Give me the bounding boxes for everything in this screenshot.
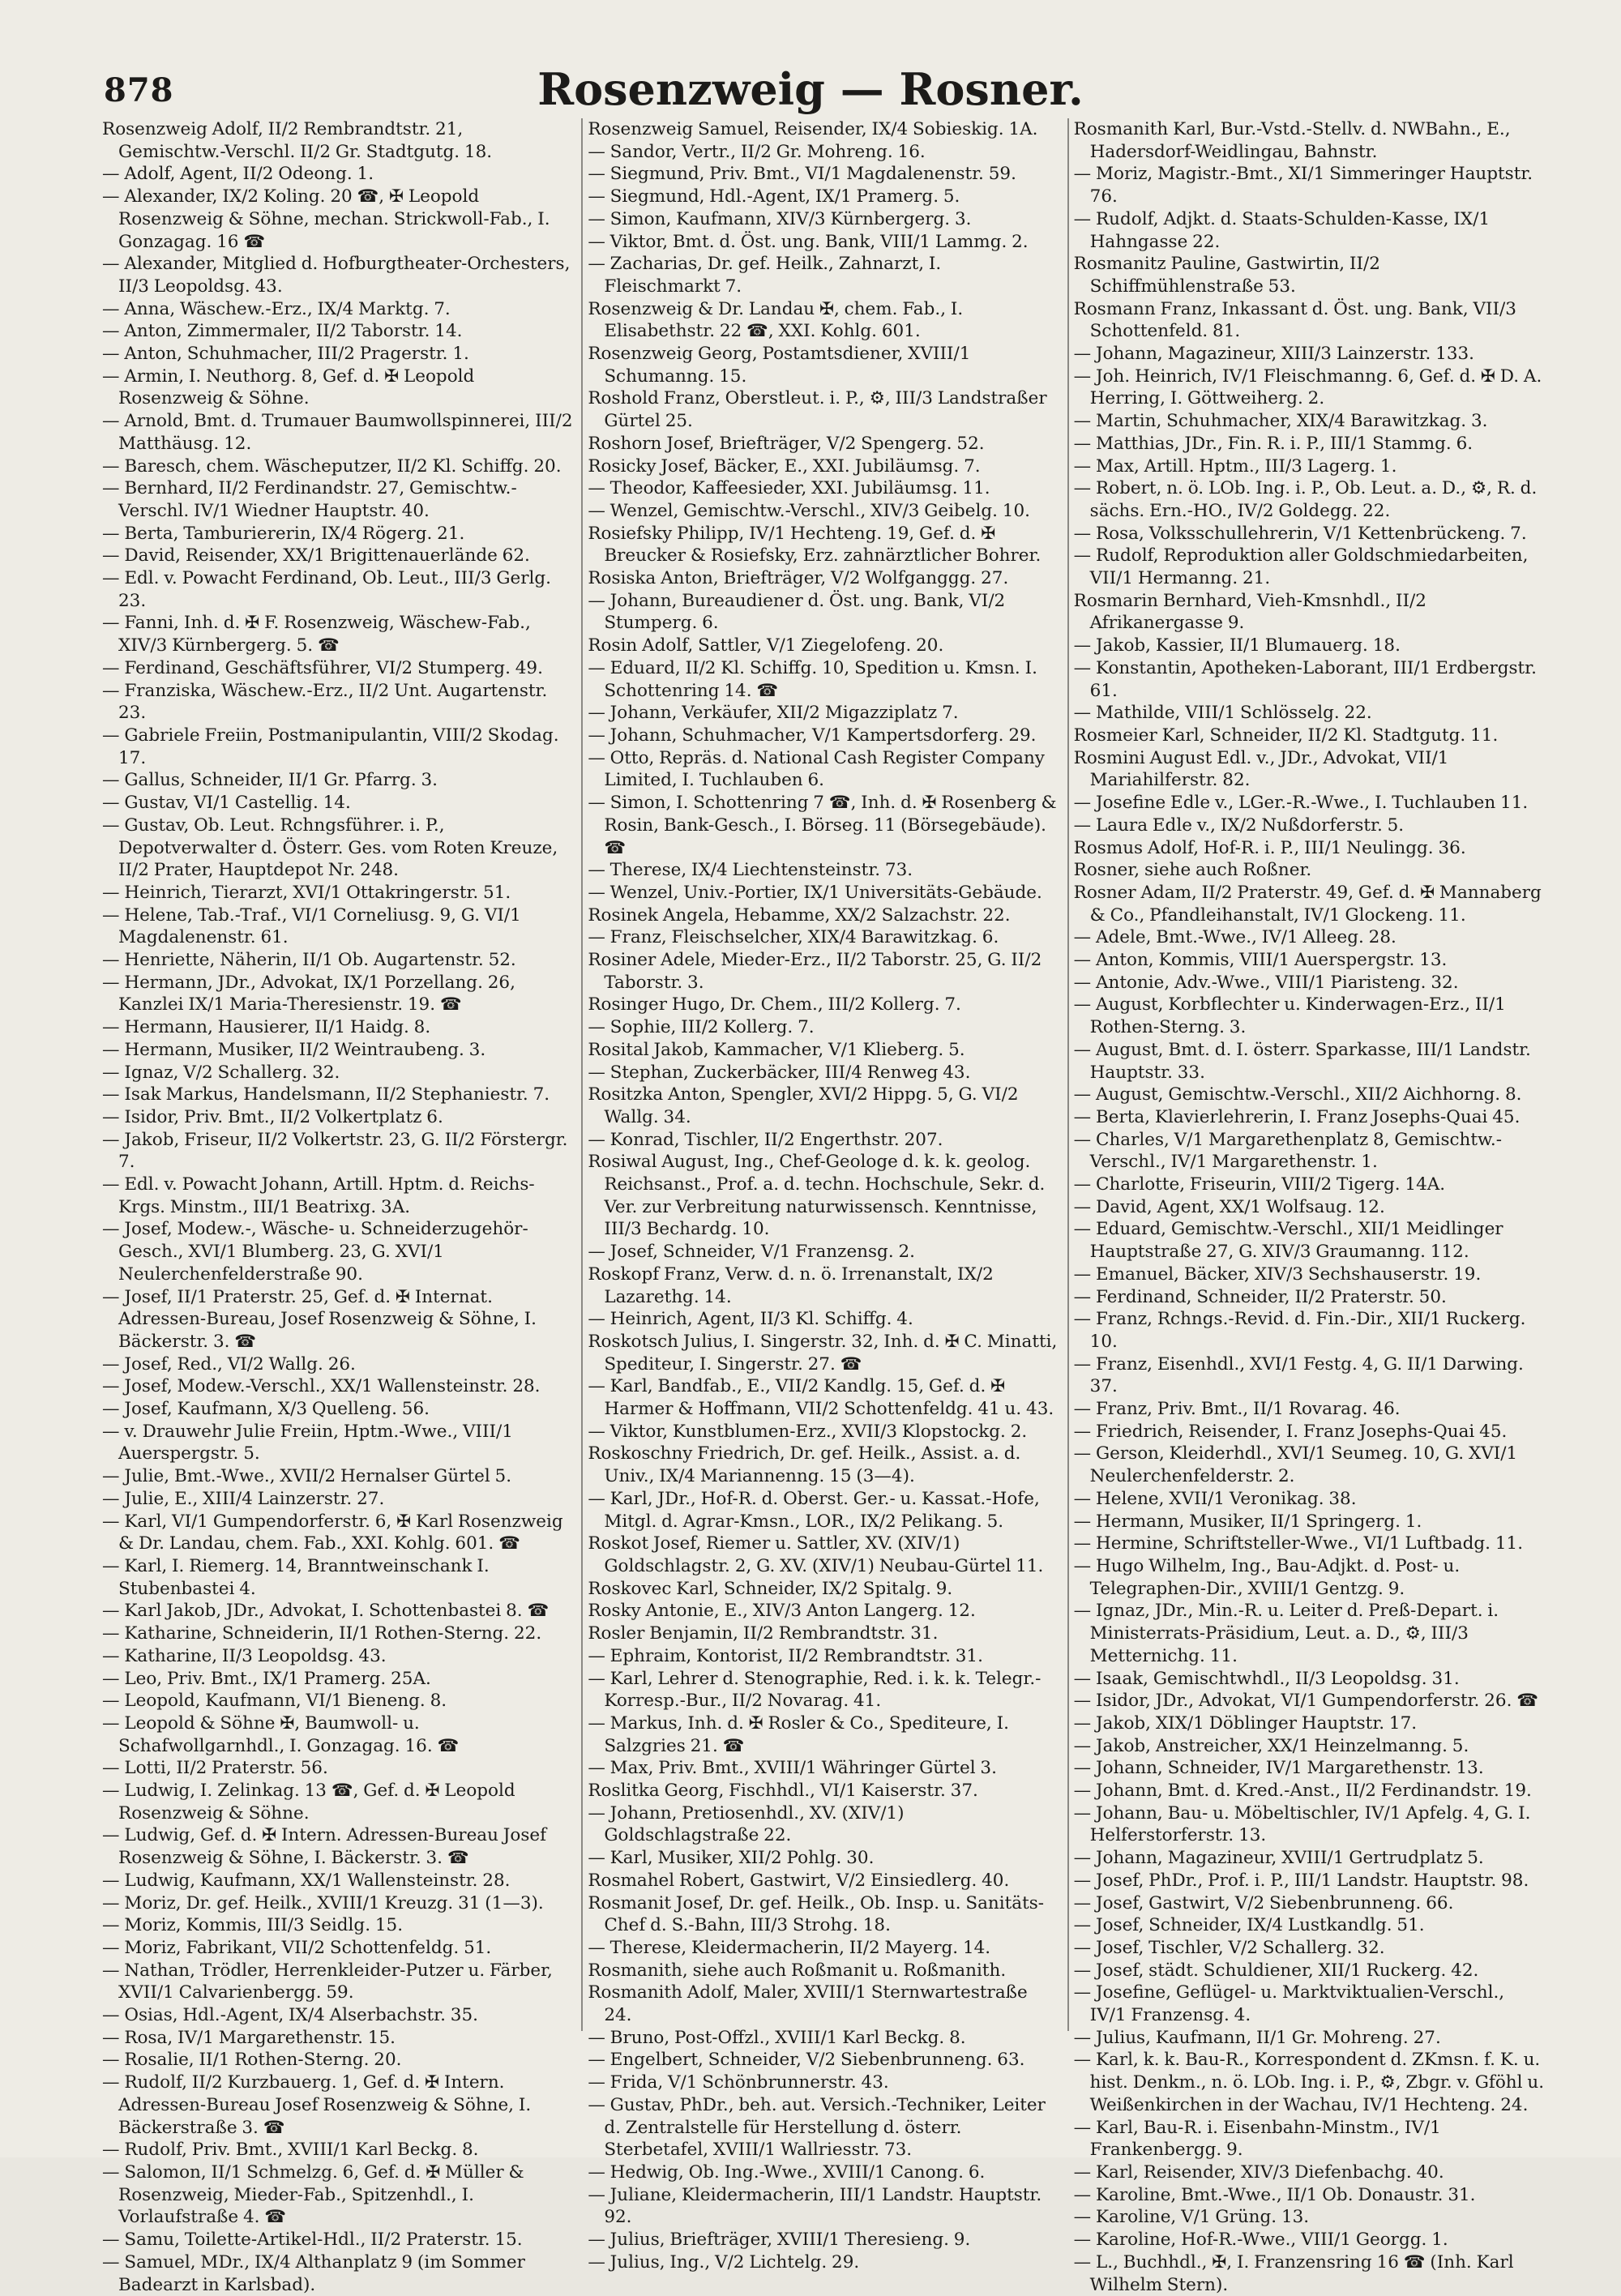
directory-entry: Rosmus Adolf, Hof-R. i. P., III/1 Neulingg. 36. <box>1073 837 1466 858</box>
directory-entry: — Hermann, Hausierer, II/1 Haidg. 8. <box>102 1017 431 1038</box>
directory-entry: — Gerson, Kleiderhdl., XVI/1 Seumeg. 10, G. XVI/1 Neulerchenfelderstr. 2. <box>1073 1443 1518 1487</box>
directory-entry: — Isak Markus, Handelsmann, II/2 Stephaniestr. 7. <box>102 1084 550 1105</box>
directory-entry: — Josef, Tischler, V/2 Schallerg. 32. <box>1073 1937 1385 1958</box>
directory-entry: Rosmanith Adolf, Maler, XVIII/1 Sternwartestraße 24. <box>588 1982 1028 2026</box>
directory-entry: — Karl, VI/1 Gumpendorferstr. 6, ✠ Karl Rosenzweig & Dr. Landau, chem. Fab., XXI. Kohlg. 601. ☎ <box>102 1511 563 1554</box>
directory-entry: — Rosa, Volksschullehrerin, V/1 Kettenbrückeng. 7. <box>1073 523 1527 544</box>
directory-entry: — Berta, Tamburiererin, IX/4 Rögerg. 21. <box>102 523 465 544</box>
directory-entry: Rosmanith Karl, Bur.-Vstd.-Stellv. d. NWBahn., E., Hadersdorf-Weidlingau, Bahnstr. <box>1073 119 1511 162</box>
directory-entry: — August, Korbflechter u. Kinderwagen-Erz., II/1 Rothen-Sterng. 3. <box>1073 994 1506 1038</box>
directory-entry: Rosenzweig Georg, Postamtsdiener, XVIII/1 Schumanng. 15. <box>588 344 971 387</box>
directory-entry: — Johann, Bureaudiener d. Öst. ung. Bank, VI/2 Stumperg. 6. <box>588 590 1006 634</box>
directory-entry: — Charlotte, Friseurin, VIII/2 Tigerg. 14A. <box>1073 1174 1446 1195</box>
directory-entry: — Charles, V/1 Margarethenplatz 8, Gemischtw.-Verschl., IV/1 Margarethenstr. 1. <box>1073 1129 1502 1173</box>
directory-entry: — Helene, XVII/1 Veronikag. 38. <box>1073 1488 1357 1509</box>
directory-entry: — Jakob, Anstreicher, XX/1 Heinzelmanng. 5. <box>1073 1735 1469 1756</box>
directory-entry: — Martin, Schuhmacher, XIX/4 Barawitzkag. 3. <box>1073 411 1488 432</box>
directory-entry: — Lotti, II/2 Praterstr. 56. <box>102 1758 328 1779</box>
directory-entry: Rosmanitz Pauline, Gastwirtin, II/2 Schiffmühlenstraße 53. <box>1073 254 1380 297</box>
directory-entry: — Engelbert, Schneider, V/2 Siebenbrunneng. 63. <box>588 2050 1025 2071</box>
directory-entry: — Therese, Kleidermacherin, II/2 Mayerg. 14. <box>588 1937 991 1958</box>
directory-entry: — Johann, Magazineur, XVIII/1 Gertrudplatz 5. <box>1073 1848 1484 1869</box>
directory-entry: — Baresch, chem. Wäscheputzer, II/2 Kl. Schiffg. 20. <box>102 455 562 477</box>
directory-entry: — August, Bmt. d. I. österr. Sparkasse, III/1 Landstr. Hauptstr. 33. <box>1073 1039 1531 1083</box>
directory-entry: — Anton, Kommis, VIII/1 Auerspergstr. 13. <box>1073 950 1448 971</box>
directory-entry: — Julie, Bmt.-Wwe., XVII/2 Hernalser Gürtel 5. <box>102 1466 512 1487</box>
directory-entry: — Leopold & Söhne ✠, Baumwoll- u. Schafwollgarnhdl., I. Gonzagag. 16. ☎ <box>102 1712 460 1756</box>
directory-entry: — Frida, V/1 Schönbrunnerstr. 43. <box>588 2072 889 2093</box>
directory-entry: — Franz, Eisenhdl., XVI/1 Festg. 4, G. II/1 Darwing. 37. <box>1073 1353 1524 1397</box>
directory-entry: — Otto, Repräs. d. National Cash Register Company Limited, I. Tuchlauben 6. <box>588 747 1045 791</box>
directory-entry: — Karl, JDr., Hof-R. d. Oberst. Ger.- u. Kassat.-Hofe, Mitgl. d. Agrar-Kmsn., LOR., IX/2 Pelikang. 5. <box>588 1488 1040 1532</box>
directory-entry: — Samu, Toilette-Artikel-Hdl., II/2 Praterstr. 15. <box>102 2230 523 2251</box>
directory-entry: — Jakob, Friseur, II/2 Volkertstr. 23, G. II/2 Förstergr. 7. <box>102 1129 568 1173</box>
directory-entry: — Isidor, JDr., Advokat, VI/1 Gumpendorferstr. 26. ☎ <box>1073 1691 1539 1712</box>
directory-entry: — Moriz, Kommis, III/3 Seidlg. 15. <box>102 1915 404 1936</box>
directory-entry: — Josef, Gastwirt, V/2 Siebenbrunneng. 66. <box>1073 1892 1454 1913</box>
directory-entry: — Johann, Pretiosenhdl., XV. (XIV/1) Goldschlagstraße 22. <box>588 1802 905 1846</box>
directory-entry: Roskoschny Friedrich, Dr. gef. Heilk., Assist. a. d. Univ., IX/4 Mariannenng. 15 (3—4). <box>588 1443 1021 1487</box>
directory-entry: — Robert, n. ö. LOb. Ing. i. P., Ob. Leut. a. D., ⚙, R. d. sächs. Ern.-HO., IV/2 Goldegg. 22. <box>1073 478 1538 521</box>
column-middle <box>588 118 1059 2272</box>
directory-entry: — Bruno, Post-Offzl., XVIII/1 Karl Beckg. 8. <box>588 2027 966 2048</box>
directory-entry: — Berta, Klavierlehrerin, I. Franz Josephs-Quai 45. <box>1073 1106 1520 1127</box>
directory-entry: Rosmeier Karl, Schneider, II/2 Kl. Stadtgutg. 11. <box>1073 725 1499 746</box>
directory-entry: — Julius, Kaufmann, II/1 Gr. Mohreng. 27. <box>1073 2027 1441 2048</box>
directory-entry: — Moriz, Magistr.-Bmt., XI/1 Simmeringer Hauptstr. 76. <box>1073 164 1533 207</box>
column-left <box>102 118 573 2295</box>
directory-entry: — Johann, Bau- u. Möbeltischler, IV/1 Apfelg. 4, G. I. Helferstorferstr. 13. <box>1073 1802 1531 1846</box>
directory-entry: — Josef, PhDr., Prof. i. P., III/1 Landstr. Hauptstr. 98. <box>1073 1870 1529 1891</box>
directory-entry: — Rudolf, Priv. Bmt., XVIII/1 Karl Beckg. 8. <box>102 2140 479 2161</box>
page-number: 878 <box>104 71 174 109</box>
directory-entry: — Hedwig, Ob. Ing.-Wwe., XVIII/1 Canong. 6. <box>588 2161 986 2183</box>
directory-entry: — Gabriele Freiin, Postmanipulantin, VIII/2 Skodag. 17. <box>102 725 559 768</box>
directory-entry: — Karl, k. k. Bau-R., Korrespondent d. ZKmsn. f. K. u. hist. Denkm., n. ö. LOb. Ing. i. P., ⚙, Zbgr. v. Gföhl u. Weißenkirchen in der Wachau, IV/1 Hechteng. 24. <box>1073 2050 1545 2115</box>
directory-entry: — Franz, Rchngs.-Revid. d. Fin.-Dir., XII/1 Ruckerg. 10. <box>1073 1309 1526 1352</box>
directory-entry: Rosiwal August, Ing., Chef-Geologe d. k. k. geolog. Reichsanst., Prof. a. d. techn. Hochschule, Sekr. d. Ver. zur Verbreitung naturwissensch. Kenntnisse, III/3 Bechardg. 10. <box>588 1152 1046 1240</box>
directory-entry: — Johann, Bmt. d. Kred.-Anst., II/2 Ferdinandstr. 19. <box>1073 1781 1532 1802</box>
directory-entry: Rosmahel Robert, Gastwirt, V/2 Einsiedlerg. 40. <box>588 1870 1010 1891</box>
directory-entry: — Zacharias, Dr. gef. Heilk., Zahnarzt, I. Fleischmarkt 7. <box>588 254 942 297</box>
page-header <box>0 63 1621 120</box>
directory-entry: — Hermine, Schriftsteller-Wwe., VI/1 Luftbadg. 11. <box>1073 1533 1524 1554</box>
directory-entry: — Karoline, Bmt.-Wwe., II/1 Ob. Donaustr. 31. <box>1073 2184 1476 2205</box>
directory-entry: — Sandor, Vertr., II/2 Gr. Mohreng. 16. <box>588 141 926 162</box>
directory-entry: — Wenzel, Gemischtw.-Verschl., XIV/3 Geibelg. 10. <box>588 500 1030 521</box>
directory-entry: — Gustav, Ob. Leut. Rchngsführer. i. P., Depotverwalter d. Österr. Ges. vom Roten Kreuze, II/2 Prater, Hauptdepot Nr. 248. <box>102 815 558 881</box>
directory-entry: — Emanuel, Bäcker, XIV/3 Sechshauserstr. 19. <box>1073 1263 1482 1285</box>
directory-entry: — Laura Edle v., IX/2 Nußdorferstr. 5. <box>1073 815 1405 836</box>
directory-entry: — Samuel, MDr., IX/4 Althanplatz 9 (im Sommer Badearzt in Karlsbad). <box>102 2251 525 2295</box>
directory-entry: — Karl, Bau-R. i. Eisenbahn-Minstm., IV/1 Frankenbergg. 9. <box>1073 2117 1441 2161</box>
directory-entry: — Alexander, Mitglied d. Hofburgtheater-Orchesters, II/3 Leopoldsg. 43. <box>102 254 571 297</box>
directory-entry: — Eduard, Gemischtw.-Verschl., XII/1 Meidlinger Hauptstraße 27, G. XIV/3 Graumanng. 112. <box>1073 1219 1503 1263</box>
directory-entry: — Heinrich, Agent, II/3 Kl. Schiffg. 4. <box>588 1309 913 1330</box>
directory-entry: — Markus, Inh. d. ✠ Rosler & Co., Spediteure, I. Salzgries 21. ☎ <box>588 1712 1009 1756</box>
directory-entry: Roshorn Josef, Briefträger, V/2 Spengerg. 52. <box>588 433 985 454</box>
directory-entry: Rosiefsky Philipp, IV/1 Hechteng. 19, Gef. d. ✠ Breucker & Rosiefsky, Erz. zahnärztlicher Bohrer. <box>588 523 1041 567</box>
directory-entry: — Leo, Priv. Bmt., IX/1 Pramerg. 25A. <box>102 1668 431 1689</box>
directory-entry: — Ludwig, Kaufmann, XX/1 Wallensteinstr. 28. <box>102 1870 511 1891</box>
directory-entry: — Therese, IX/4 Liechtensteinstr. 73. <box>588 860 913 881</box>
directory-entry: — Jakob, XIX/1 Döblinger Hauptstr. 17. <box>1073 1712 1418 1734</box>
directory-entry: — Moriz, Fabrikant, VII/2 Schottenfeldg. 51. <box>102 1937 492 1958</box>
directory-entry: — Theodor, Kaffeesieder, XXI. Jubiläumsg. 11. <box>588 478 990 499</box>
directory-entry: — Josef, II/1 Praterstr. 25, Gef. d. ✠ Internat. Adressen-Bureau, Josef Rosenzweig & Söhne, I. Bäckerstr. 3. ☎ <box>102 1286 537 1352</box>
directory-entry: — Josef, Modew.-Verschl., XX/1 Wallensteinstr. 28. <box>102 1376 541 1397</box>
directory-entry: — Simon, Kaufmann, XIV/3 Kürnbergerg. 3. <box>588 208 972 229</box>
directory-entry: — Hermann, Musiker, II/1 Springerg. 1. <box>1073 1511 1422 1532</box>
directory-entry: — Johann, Schneider, IV/1 Margarethenstr. 13. <box>1073 1758 1484 1779</box>
directory-entry: — Fanni, Inh. d. ✠ F. Rosenzweig, Wäschew-Fab., XIV/3 Kürnbergerg. 5. ☎ <box>102 613 531 656</box>
directory-entry: Rosmini August Edl. v., JDr., Advokat, VII/1 Mariahilferstr. 82. <box>1073 747 1449 791</box>
directory-entry: — Osias, Hdl.-Agent, IX/4 Alserbachstr. 35. <box>102 2005 478 2026</box>
directory-entry: — Josef, Modew.-, Wäsche- u. Schneiderzugehör-Gesch., XVI/1 Blumberg. 23, G. XVI/1 Neulerchenfelderstraße 90. <box>102 1219 528 1285</box>
directory-entry: — Ferdinand, Geschäftsführer, VI/2 Stumperg. 49. <box>102 657 543 678</box>
directory-entry: Roskot Josef, Riemer u. Sattler, XV. (XIV/1) Goldschlagstr. 2, G. XV. (XIV/1) Neubau-Gürtel 11. <box>588 1533 1044 1576</box>
directory-entry: — Viktor, Kunstblumen-Erz., XVII/3 Klopstockg. 2. <box>588 1421 1028 1442</box>
directory-entry: — Konrad, Tischler, II/2 Engerthstr. 207. <box>588 1129 943 1150</box>
directory-entry: — Anton, Zimmermaler, II/2 Taborstr. 14. <box>102 321 463 342</box>
directory-entry: — v. Drauwehr Julie Freiin, Hptm.-Wwe., VIII/1 Auerspergstr. 5. <box>102 1421 513 1464</box>
directory-entry: — Mathilde, VIII/1 Schlösselg. 22. <box>1073 703 1372 724</box>
directory-entry: Rosner, siehe auch Roßner. <box>1073 860 1312 881</box>
directory-entry: Roskovec Karl, Schneider, IX/2 Spitalg. 9. <box>588 1578 953 1599</box>
directory-entry: — Karl Jakob, JDr., Advokat, I. Schottenbastei 8. ☎ <box>102 1601 550 1622</box>
directory-entry: Rosiska Anton, Briefträger, V/2 Wolfganggg. 27. <box>588 568 1009 589</box>
directory-entry: Roskopf Franz, Verw. d. n. ö. Irrenanstalt, IX/2 Lazarethg. 14. <box>588 1263 994 1307</box>
directory-entry: — Ephraim, Kontorist, II/2 Rembrandtstr. 31. <box>588 1645 983 1666</box>
directory-entry: — Ludwig, I. Zelinkag. 13 ☎, Gef. d. ✠ Leopold Rosenzweig & Söhne. <box>102 1781 515 1824</box>
directory-entry: — Rudolf, II/2 Kurzbauerg. 1, Gef. d. ✠ Intern. Adressen-Bureau Josef Rosenzweig & Söhne, I. Bäckerstraße 3. ☎ <box>102 2072 532 2138</box>
directory-entry: — Leopold, Kaufmann, VI/1 Bieneng. 8. <box>102 1691 447 1712</box>
directory-entry: — Siegmund, Priv. Bmt., VI/1 Magdalenenstr. 59. <box>588 164 1016 185</box>
directory-entry: — Gustav, VI/1 Castellig. 14. <box>102 793 351 814</box>
directory-entry: Roskotsch Julius, I. Singerstr. 32, Inh. d. ✠ C. Minatti, Spediteur, I. Singerstr. 27. ☎ <box>588 1331 1058 1375</box>
directory-entry: — Simon, I. Schottenring 7 ☎, Inh. d. ✠ Rosenberg & Rosin, Bank-Gesch., I. Börseg. 11 (Börsegebäude). ☎ <box>588 793 1057 858</box>
directory-entry: Rosmarin Bernhard, Vieh-Kmsnhdl., II/2 Afrikanergasse 9. <box>1073 590 1426 634</box>
directory-entry: — Bernhard, II/2 Ferdinandstr. 27, Gemischtw.-Verschl. IV/1 Wiedner Hauptstr. 40. <box>102 478 517 521</box>
directory-entry: Rosiner Adele, Mieder-Erz., II/2 Taborstr. 25, G. II/2 Taborstr. 3. <box>588 950 1042 993</box>
directory-entry: — Julie, E., XIII/4 Lainzerstr. 27. <box>102 1488 385 1509</box>
directory-entry: — Josef, Kaufmann, X/3 Quelleng. 56. <box>102 1399 430 1420</box>
directory-entry: — Josef, Schneider, IX/4 Lustkandlg. 51. <box>1073 1915 1425 1936</box>
running-title: Rosenzweig — Rosner. <box>537 63 1084 115</box>
directory-entry: — Anton, Schuhmacher, III/2 Pragerstr. 1. <box>102 344 469 365</box>
directory-entry: — Hermann, Musiker, II/2 Weintraubeng. 3. <box>102 1039 486 1060</box>
directory-entry: — Rudolf, Adjkt. d. Staats-Schulden-Kasse, IX/1 Hahngasse 22. <box>1073 208 1491 252</box>
directory-entry: — Sophie, III/2 Kollerg. 7. <box>588 1017 815 1038</box>
directory-entry: — Joh. Heinrich, IV/1 Fleischmanng. 6, Gef. d. ✠ D. A. Herring, I. Göttweiherg. 2. <box>1073 366 1542 409</box>
directory-entry: Rosital Jakob, Kammacher, V/1 Klieberg. 5. <box>588 1039 965 1060</box>
directory-entry: — Franz, Priv. Bmt., II/1 Rovarag. 46. <box>1073 1399 1401 1420</box>
directory-entry: Rosner Adam, II/2 Praterstr. 49, Gef. d. ✠ Mannaberg & Co., Pfandleihanstalt, IV/1 Glockeng. 11. <box>1073 882 1542 926</box>
directory-entry: — Julius, Ing., V/2 Lichtelg. 29. <box>588 2251 860 2272</box>
directory-entry: — Johann, Verkäufer, XII/2 Migazziplatz 7. <box>588 703 959 724</box>
directory-entry: — Julius, Briefträger, XVIII/1 Theresieng. 9. <box>588 2230 971 2251</box>
directory-entry: — Stephan, Zuckerbäcker, III/4 Renweg 43. <box>588 1062 971 1083</box>
directory-entry: Rosinek Angela, Hebamme, XX/2 Salzachstr. 22. <box>588 904 1011 926</box>
directory-entry: — Juliane, Kleidermacherin, III/1 Landstr. Hauptstr. 92. <box>588 2184 1042 2228</box>
directory-entry: — Johann, Magazineur, XIII/3 Lainzerstr. 133. <box>1073 344 1475 365</box>
directory-entry: Rosin Adolf, Sattler, V/1 Ziegelofeng. 20. <box>588 635 944 656</box>
directory-entry: Rosenzweig Adolf, II/2 Rembrandtstr. 21, Gemischtw.-Verschl. II/2 Gr. Stadtgutg. 18. <box>102 119 493 162</box>
directory-entry: — Josef, Red., VI/2 Wallg. 26. <box>102 1353 356 1375</box>
directory-entry: — Ferdinand, Schneider, II/2 Praterstr. 50. <box>1073 1286 1447 1307</box>
directory-entry: — Gallus, Schneider, II/1 Gr. Pfarrg. 3. <box>102 770 438 791</box>
directory-entry: — Katharine, Schneiderin, II/1 Rothen-Sterng. 22. <box>102 1623 542 1644</box>
directory-entry: — Karoline, Hof-R.-Wwe., VIII/1 Georgg. 1. <box>1073 2230 1448 2251</box>
directory-entry: — Karl, Reisender, XIV/3 Diefenbachg. 40. <box>1073 2161 1444 2183</box>
directory-entry: — Matthias, JDr., Fin. R. i. P., III/1 Stammg. 6. <box>1073 433 1473 454</box>
directory-entry: — Jakob, Kassier, II/1 Blumauerg. 18. <box>1073 635 1401 656</box>
directory-entry: — David, Agent, XX/1 Wolfsaug. 12. <box>1073 1196 1385 1217</box>
directory-entry: — Johann, Schuhmacher, V/1 Kampertsdorferg. 29. <box>588 725 1037 746</box>
directory-entry: — Gustav, PhDr., beh. aut. Versich.-Techniker, Leiter d. Zentralstelle für Herstellung d. österr. Sterbetafel, XVIII/1 Wallriesstr. 73. <box>588 2094 1046 2161</box>
directory-entry: Rosmanith, siehe auch Roßmanit u. Roßmanith. <box>588 1960 1007 1981</box>
directory-entry: — Wenzel, Univ.-Portier, IX/1 Universitäts-Gebäude. <box>588 882 1042 903</box>
directory-entry: — August, Gemischtw.-Verschl., XII/2 Aichhorng. 8. <box>1073 1084 1522 1105</box>
directory-entry: Rosenzweig & Dr. Landau ✠, chem. Fab., I. Elisabethstr. 22 ☎, XXI. Kohlg. 601. <box>588 298 964 342</box>
directory-entry: Rosicky Josef, Bäcker, E., XXI. Jubiläumsg. 7. <box>588 455 981 477</box>
directory-entry: — Karl, I. Riemerg. 14, Branntweinschank I. Stubenbastei 4. <box>102 1556 490 1599</box>
directory-entry: — Isaak, Gemischtwhdl., II/3 Leopoldsg. 31. <box>1073 1668 1460 1689</box>
directory-entry: — Eduard, II/2 Kl. Schiffg. 10, Spedition u. Kmsn. I. Schottenring 14. ☎ <box>588 657 1037 701</box>
directory-entry: — Edl. v. Powacht Ferdinand, Ob. Leut., III/3 Gerlg. 23. <box>102 568 551 611</box>
directory-entry: — Karl, Bandfab., E., VII/2 Kandlg. 15, Gef. d. ✠ Harmer & Hoffmann, VII/2 Schottenfeldg. 41 u. 43. <box>588 1376 1054 1420</box>
directory-entry: — Alexander, IX/2 Koling. 20 ☎, ✠ Leopold Rosenzweig & Söhne, mechan. Strickwoll-Fab., I. Gonzagag. 16 ☎ <box>102 186 550 252</box>
directory-entry: — Ignaz, JDr., Min.-R. u. Leiter d. Preß-Depart. i. Ministerrats-Präsidium, Leut. a. D., ⚙, III/3 Metternichg. 11. <box>1073 1601 1499 1666</box>
directory-entry: — Adele, Bmt.-Wwe., IV/1 Alleeg. 28. <box>1073 927 1396 948</box>
directory-entry: — Katharine, II/3 Leopoldsg. 43. <box>102 1645 387 1666</box>
directory-entry: — David, Reisender, XX/1 Brigittenauerlände 62. <box>102 545 530 567</box>
directory-entry: — Isidor, Priv. Bmt., II/2 Volkertplatz 6. <box>102 1106 443 1127</box>
directory-entry: — Salomon, II/1 Schmelzg. 6, Gef. d. ✠ Müller & Rosenzweig, Mieder-Fab., Spitzenhdl., I. Vorlaufstraße 4. ☎ <box>102 2161 524 2228</box>
directory-entry: — Josefine Edle v., LGer.-R.-Wwe., I. Tuchlauben 11. <box>1073 793 1529 814</box>
directory-entry: — Karl, Lehrer d. Stenographie, Red. i. k. k. Telegr.-Korresp.-Bur., II/2 Novarag. 41. <box>588 1668 1041 1712</box>
directory-entry: — L., Buchhdl., ✠, I. Franzensring 16 ☎ (Inh. Karl Wilhelm Stern). <box>1073 2251 1514 2295</box>
directory-entry: — Max, Artill. Hptm., III/3 Lagerg. 1. <box>1073 455 1397 477</box>
directory-entry: — Rosa, IV/1 Margarethenstr. 15. <box>102 2027 396 2048</box>
directory-entry: — Armin, I. Neuthorg. 8, Gef. d. ✠ Leopold Rosenzweig & Söhne. <box>102 366 475 409</box>
directory-entry: Rosinger Hugo, Dr. Chem., III/2 Kollerg. 7. <box>588 994 961 1015</box>
directory-entry: — Josef, Schneider, V/1 Franzensg. 2. <box>588 1242 915 1263</box>
directory-entry: — Rudolf, Reproduktion aller Goldschmiedarbeiten, VII/1 Hermanng. 21. <box>1073 545 1529 589</box>
directory-entry: — Karl, Musiker, XII/2 Pohlg. 30. <box>588 1848 875 1869</box>
directory-entry: — Hugo Wilhelm, Ing., Bau-Adjkt. d. Post- u. Telegraphen-Dir., XVIII/1 Gentzg. 9. <box>1073 1556 1461 1599</box>
directory-entry: — Hermann, JDr., Advokat, IX/1 Porzellang. 26, Kanzlei IX/1 Maria-Theresienstr. 19. ☎ <box>102 972 515 1015</box>
directory-entry: — Karoline, V/1 Grüng. 13. <box>1073 2207 1310 2228</box>
directory-entry: — Moriz, Dr. gef. Heilk., XVIII/1 Kreuzg. 31 (1—3). <box>102 1892 544 1913</box>
directory-entry: — Arnold, Bmt. d. Trumauer Baumwollspinnerei, III/2 Matthäusg. 12. <box>102 411 573 454</box>
directory-entry: Rosky Antonie, E., XIV/3 Anton Langerg. 12. <box>588 1601 976 1622</box>
directory-entry: — Franziska, Wäschew.-Erz., II/2 Unt. Augartenstr. 23. <box>102 680 548 724</box>
directory-entry: — Heinrich, Tierarzt, XVI/1 Ottakringerstr. 51. <box>102 882 511 903</box>
directory-entry: — Nathan, Trödler, Herrenkleider-Putzer u. Färber, XVII/1 Calvarienbergg. 59. <box>102 1960 553 2003</box>
directory-entry: Rosler Benjamin, II/2 Rembrandtstr. 31. <box>588 1623 939 1644</box>
directory-entry: — Viktor, Bmt. d. Öst. ung. Bank, VIII/1 Lammg. 2. <box>588 231 1029 252</box>
directory-entry: — Rosalie, II/1 Rothen-Sterng. 20. <box>102 2050 402 2071</box>
column-right <box>1073 118 1545 2295</box>
directory-entry: Rositzka Anton, Spengler, XVI/2 Hippg. 5, G. VI/2 Wallg. 34. <box>588 1084 1019 1127</box>
directory-entry: — Josefine, Geflügel- u. Marktviktualien-Verschl., IV/1 Franzensg. 4. <box>1073 1982 1505 2026</box>
directory-entry: — Anna, Wäschew.-Erz., IX/4 Marktg. 7. <box>102 298 451 319</box>
directory-entry: Rosmann Franz, Inkassant d. Öst. ung. Bank, VII/3 Schottenfeld. 81. <box>1073 298 1516 342</box>
directory-entry: Roslitka Georg, Fischhdl., VI/1 Kaiserstr. 37. <box>588 1781 978 1802</box>
directory-entry: — Konstantin, Apotheken-Laborant, III/1 Erdbergstr. 61. <box>1073 657 1537 701</box>
directory-entry: Rosenzweig Samuel, Reisender, IX/4 Sobieskig. 1A. <box>588 119 1038 139</box>
directory-entry: — Ignaz, V/2 Schallerg. 32. <box>102 1062 340 1083</box>
directory-entry: — Edl. v. Powacht Johann, Artill. Hptm. d. Reichs-Krgs. Minstm., III/1 Beatrixg. 3A. <box>102 1174 535 1217</box>
columns <box>102 118 1545 2295</box>
directory-entry: — Ludwig, Gef. d. ✠ Intern. Adressen-Bureau Josef Rosenzweig & Söhne, I. Bäckerstr. 3. ☎ <box>102 1825 547 1869</box>
directory-entry: Roshold Franz, Oberstleut. i. P., ⚙, III/3 Landstraßer Gürtel 25. <box>588 388 1047 432</box>
directory-entry: — Max, Priv. Bmt., XVIII/1 Währinger Gürtel 3. <box>588 1758 997 1779</box>
directory-entry: — Antonie, Adv.-Wwe., VIII/1 Piaristeng. 32. <box>1073 972 1459 993</box>
directory-entry: — Helene, Tab.-Traf., VI/1 Corneliusg. 9, G. VI/1 Magdalenenstr. 61. <box>102 904 521 948</box>
directory-entry: — Henriette, Näherin, II/1 Ob. Augartenstr. 52. <box>102 950 516 971</box>
directory-entry: — Siegmund, Hdl.-Agent, IX/1 Pramerg. 5. <box>588 186 960 207</box>
directory-entry: — Adolf, Agent, II/2 Odeong. 1. <box>102 164 374 185</box>
directory-entry: — Friedrich, Reisender, I. Franz Josephs-Quai 45. <box>1073 1421 1508 1442</box>
directory-entry: Rosmanit Josef, Dr. gef. Heilk., Ob. Insp. u. Sanitäts-Chef d. S.-Bahn, III/3 Strohg. 18. <box>588 1892 1045 1936</box>
directory-entry: — Josef, städt. Schuldiener, XII/1 Ruckerg. 42. <box>1073 1960 1479 1981</box>
directory-entry: — Franz, Fleischselcher, XIX/4 Barawitzkag. 6. <box>588 927 999 948</box>
